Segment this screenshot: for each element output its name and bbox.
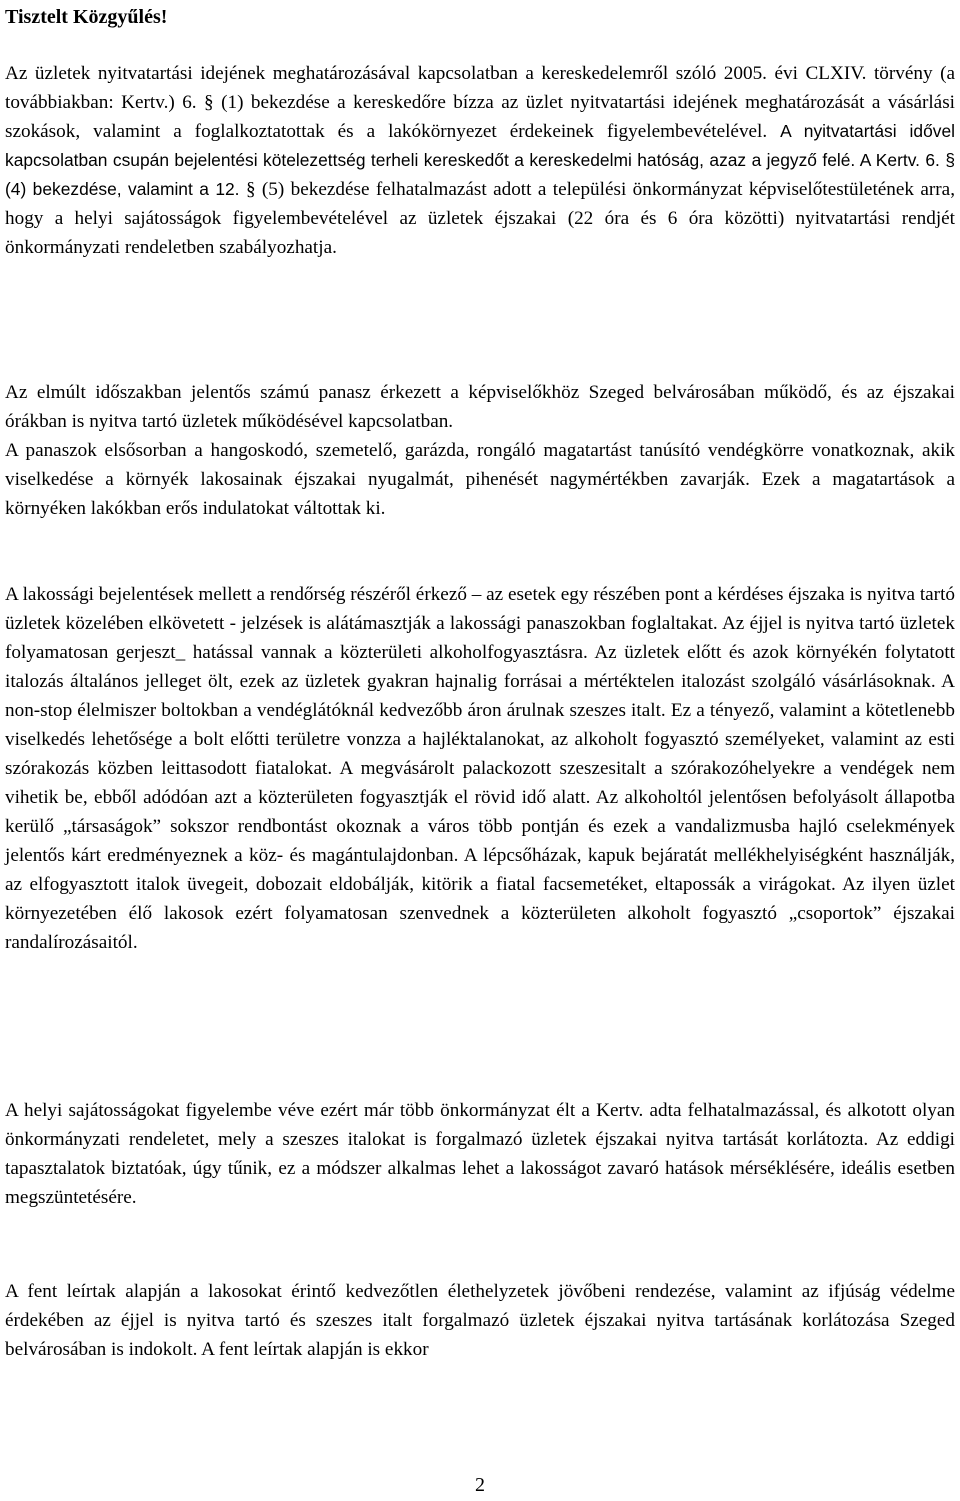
paragraph-police-reports: A lakossági bejelentések mellett a rendőrség részéről érkező – az esetek egy részében pont a kérdéses éjszaka is nyitva tartó üzletek közelében elkövetett - jelzések is alátámasztják a lakossági panaszokban foglaltakat. Az éjjel is nyitva tartó üzletek folyamatosan gerjeszt_ hatással vannak a közterületi alkoholfogyasztásra. Az üzletek előtt és azok környékén folytatott italozás általános jelleget ölt, ezek az üzletek gyakran hajnalig forrásai a mértéktelen italozást szolgáló vásárlásoknak. A non-stop élelmiszer boltokban a vendéglátóknál kedvezőbb áron árulnak szeszes italt. Ez a tényező, valamint a kötetlenebb viselkedés lehetősége a bolt előtti területre vonzza a hajléktalanokat, az alkoholt fogyasztó személyeket, valamint az esti szórakozás közben leittasodott fiatalokat. A megvásárolt palackozott szeszesitalt a szórakozóhelyekre a vendégek nem vihetik be, ebből adódóan azt a közterületen fogyasztják el rövid idő alatt. Az alkoholtól jelentősen befolyásolt állapotba kerülő „társaságok” sokszor rendbontást okoznak a város több pontján és ezek a vandalizmusba hajló cselekmények jelentős kárt eredményeznek a köz- és magántulajdonban. A lépcsőházak, kapuk bejáratát mellékhelyiségként használják, az elfogyasztott italok üvegeit, dobozait eldobálják, kitörik a fiatal facsemetéket, eltapossák a virágokat. Az ilyen üzlet környezetében élő lakosok ezért folyamatosan szenvednek a közterületen alkoholt fogyasztó „csoportok” éjszakai randalírozásaitól. [5,584,955,953]
paragraph-complaints-detail: A panaszok elsősorban a hangoskodó, szemetelő, garázda, rongáló magatartást tanúsító vendégkörre vonatkoznak, akik viselkedése a környék lakosainak éjszakai nyugalmát, pihenését nagymértékben zavarják. Ezek a magatartások a környéken lakókban erős indulatokat váltottak ki. [5,440,955,519]
paragraph-complaints [5,378,955,523]
page-title: Tisztelt Közgyűlés! [5,6,168,28]
paragraph-legal-basis [5,59,955,262]
document-page [5,0,955,1360]
paragraph-complaints-intro: Az elmúlt időszakban jelentős számú panasz érkezett a képviselőkhöz Szeged belvárosában működő, és az éjszakai órákban is nyitva tartó üzletek működésével kapcsolatban. [5,382,955,432]
paragraph-conclusion: A fent leírtak alapján a lakosokat érintő kedvezőtlen élethelyzetek jövőbeni rendezése, valamint az ifjúság védelme érdekében az éjjel is nyitva tartó és szeszes italt forgalmazó üzletek éjszakai nyitva tartásának korlátozása Szeged belvárosában is indokolt. A fent leírtak alapján is ekkor [5,1281,955,1360]
paragraph-legal-basis-part-2: A nyitvatartási idővel kapcsolatban csupán bejelentési kötelezettség terheli kereskedőt a kereskedelmi hatóság, azaz a jegyző felé. A Kertv. 6. § (4) bekezdése, valamint a 12. [5,121,955,199]
page-number: 2 [475,1474,485,1496]
paragraph-legal-basis-part-1: Az üzletek nyitvatartási idejének meghatározásával kapcsolatban a kereskedelemről szóló 2005. évi CLXIV. törvény (a továbbiakban: Kertv.) 6. § (1) bekezdése a kereskedőre bízza az üzlet nyitvatartási idejének meghatározását a vásárlási szokások, valamint a foglalkoztatottak és a lakókörnyezet érdekeinek figyelembevételével. [5,63,955,142]
paragraph-other-municipalities: A helyi sajátosságokat figyelembe véve ezért már több önkormányzat élt a Kertv. adta felhatalmazással, és alkotott olyan önkormányzati rendeletet, mely a szeszes italokat is forgalmazó üzletek éjszakai nyitva tartását korlátozta. Az eddigi tapasztalatok biztatóak, úgy tűnik, ez a módszer alkalmas lehet a lakosságot zavaró hatások mérséklésére, ideális esetben megszüntetésére. [5,1100,955,1208]
paragraph-legal-basis-part-3: § (5) bekezdése felhatalmazást adott a települési önkormányzat képviselőtestületének arra, hogy a helyi sajátosságok figyelembevételével az üzletek éjszakai (22 óra és 6 óra közötti) nyitvatartási rendjét önkormányzati rendeletben szabályozhatja. [5,179,955,258]
